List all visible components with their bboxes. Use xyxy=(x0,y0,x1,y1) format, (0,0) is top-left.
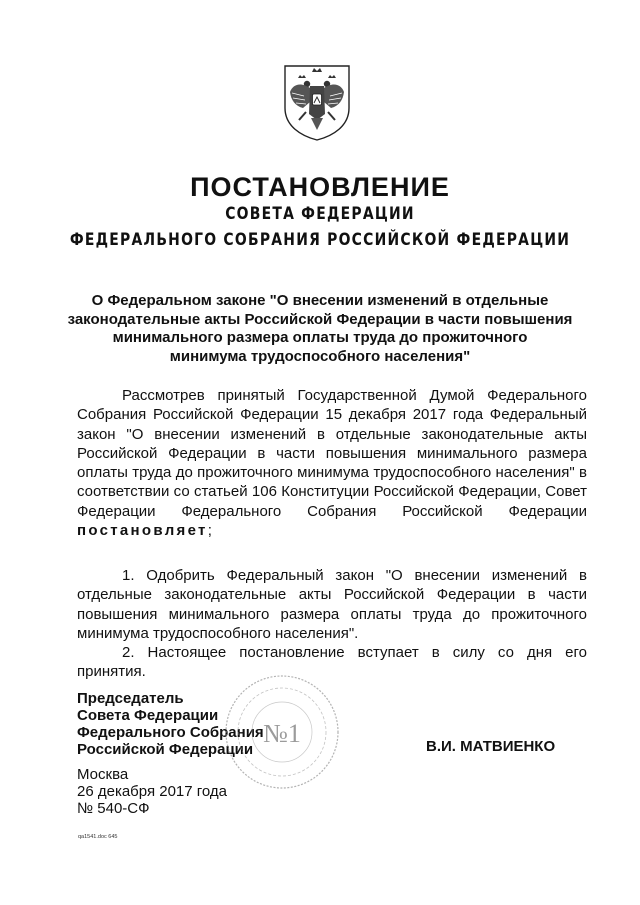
subject-line: минимума трудоспособного населения" xyxy=(169,347,471,365)
signing-city: Москва xyxy=(77,766,129,783)
issuer-line-1: СОВЕТА ФЕДЕРАЦИИ xyxy=(225,204,415,224)
resolution-item-2: 2. Настоящее постановление вступает в силу со дня его принятия. xyxy=(77,644,587,681)
signing-date: 26 декабря 2017 года xyxy=(77,783,228,800)
subject-line: минимального размера оплаты труда до прожиточного xyxy=(112,329,528,346)
preamble-paragraph xyxy=(77,386,587,540)
document-subject xyxy=(60,292,580,366)
preamble-text: Рассмотрев принятый Государственной Думой Федерального Собрания Российской Федерации 15 декабря 2017 года Федеральный закон "О внесении изменений в отдельные законодательные акты Российской Федерации в части повышения минимального размера оплаты труда до прожиточного минимума трудоспособного населения" в соответствии со статьей 106 Конституции Российской Федерации, Совет Федерации Федерального Собрания Российской Федерации xyxy=(77,387,587,520)
file-reference: qa1541.doc 645 xyxy=(78,834,118,840)
subject-line: законодательные акты Российской Федерации в части повышения xyxy=(67,310,573,328)
document-title: ПОСТАНОВЛЕНИЕ xyxy=(190,172,450,202)
signatory-position xyxy=(77,690,264,758)
resolution-number: № 540-СФ xyxy=(77,800,150,817)
stamp-number: №1 xyxy=(263,719,301,748)
position-line: Федерального Собрания xyxy=(77,724,264,741)
subject-line: О Федеральном законе "О внесении изменений в отдельные xyxy=(91,292,549,309)
coat-of-arms-icon xyxy=(281,62,353,142)
position-line: Российской Федерации xyxy=(77,741,254,758)
place-date-number xyxy=(77,766,227,817)
issuer-line-2: ФЕДЕРАЛЬНОГО СОБРАНИЯ РОССИЙСКОЙ ФЕДЕРАЦИИ xyxy=(69,230,571,250)
resolution-item-1: 1. Одобрить Федеральный закон "О внесении изменений в отдельные законодательные акты Российской Федерации в части повышения минимального размера оплаты труда до прожиточного минимума трудоспособного населения". xyxy=(77,567,587,642)
resolves-verb: постановляет xyxy=(77,522,208,540)
position-line: Председатель xyxy=(77,690,184,707)
position-line: Совета Федерации xyxy=(77,707,219,724)
preamble-end: ; xyxy=(207,522,212,540)
signatory-name: В.И. МАТВИЕНКО xyxy=(426,738,556,755)
